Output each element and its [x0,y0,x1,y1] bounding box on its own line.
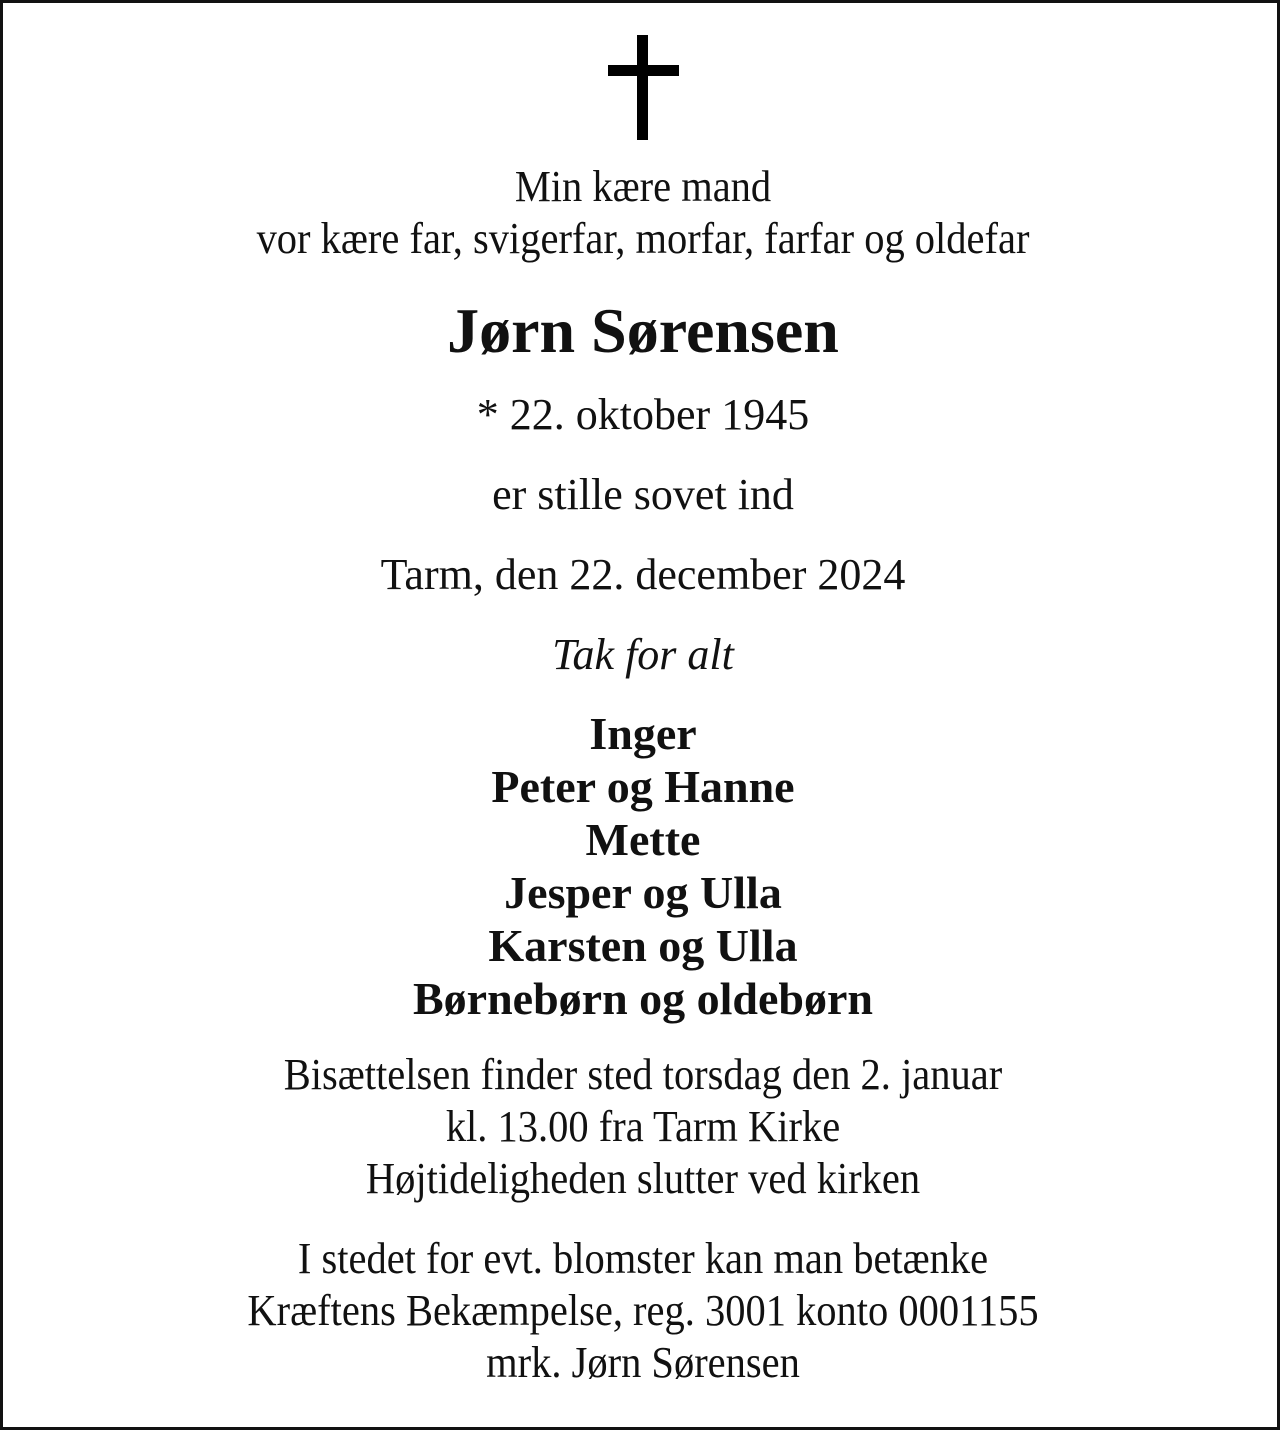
place-and-date: Tarm, den 22. december 2024 [380,550,906,599]
deceased-name: Jørn Sørensen [447,295,839,366]
funeral-line-2: kl. 13.00 fra Tarm Kirke [445,1102,841,1151]
family-member: Mette [585,814,701,865]
intro-line-2: vor kære far, svigerfar, morfar, farfar og oldefar [256,214,1030,263]
donation-line-3: mrk. Jørn Sørensen [486,1338,800,1387]
funeral-line-1: Bisættelsen finder sted torsdag den 2. januar [283,1050,1003,1099]
funeral-line-3: Højtideligheden slutter ved kirken [365,1154,921,1203]
family-member: Jesper og Ulla [504,867,782,918]
intro-line-1: Min kære mand [514,162,772,211]
family-member: Karsten og Ulla [488,920,798,971]
thanks-text: Tak for alt [552,630,734,679]
family-member: Peter og Hanne [491,761,795,812]
donation-line-2: Kræftens Bekæmpelse, reg. 3001 konto 0001155 [247,1286,1039,1335]
passing-text: er stille sovet ind [492,470,794,519]
donation-line-1: I stedet for evt. blomster kan man betænke [297,1234,989,1283]
cross-icon [3,3,1280,153]
birth-date: * 22. oktober 1945 [476,390,810,439]
family-member: Børnebørn og oldebørn [412,973,874,1024]
family-member: Inger [589,708,697,759]
